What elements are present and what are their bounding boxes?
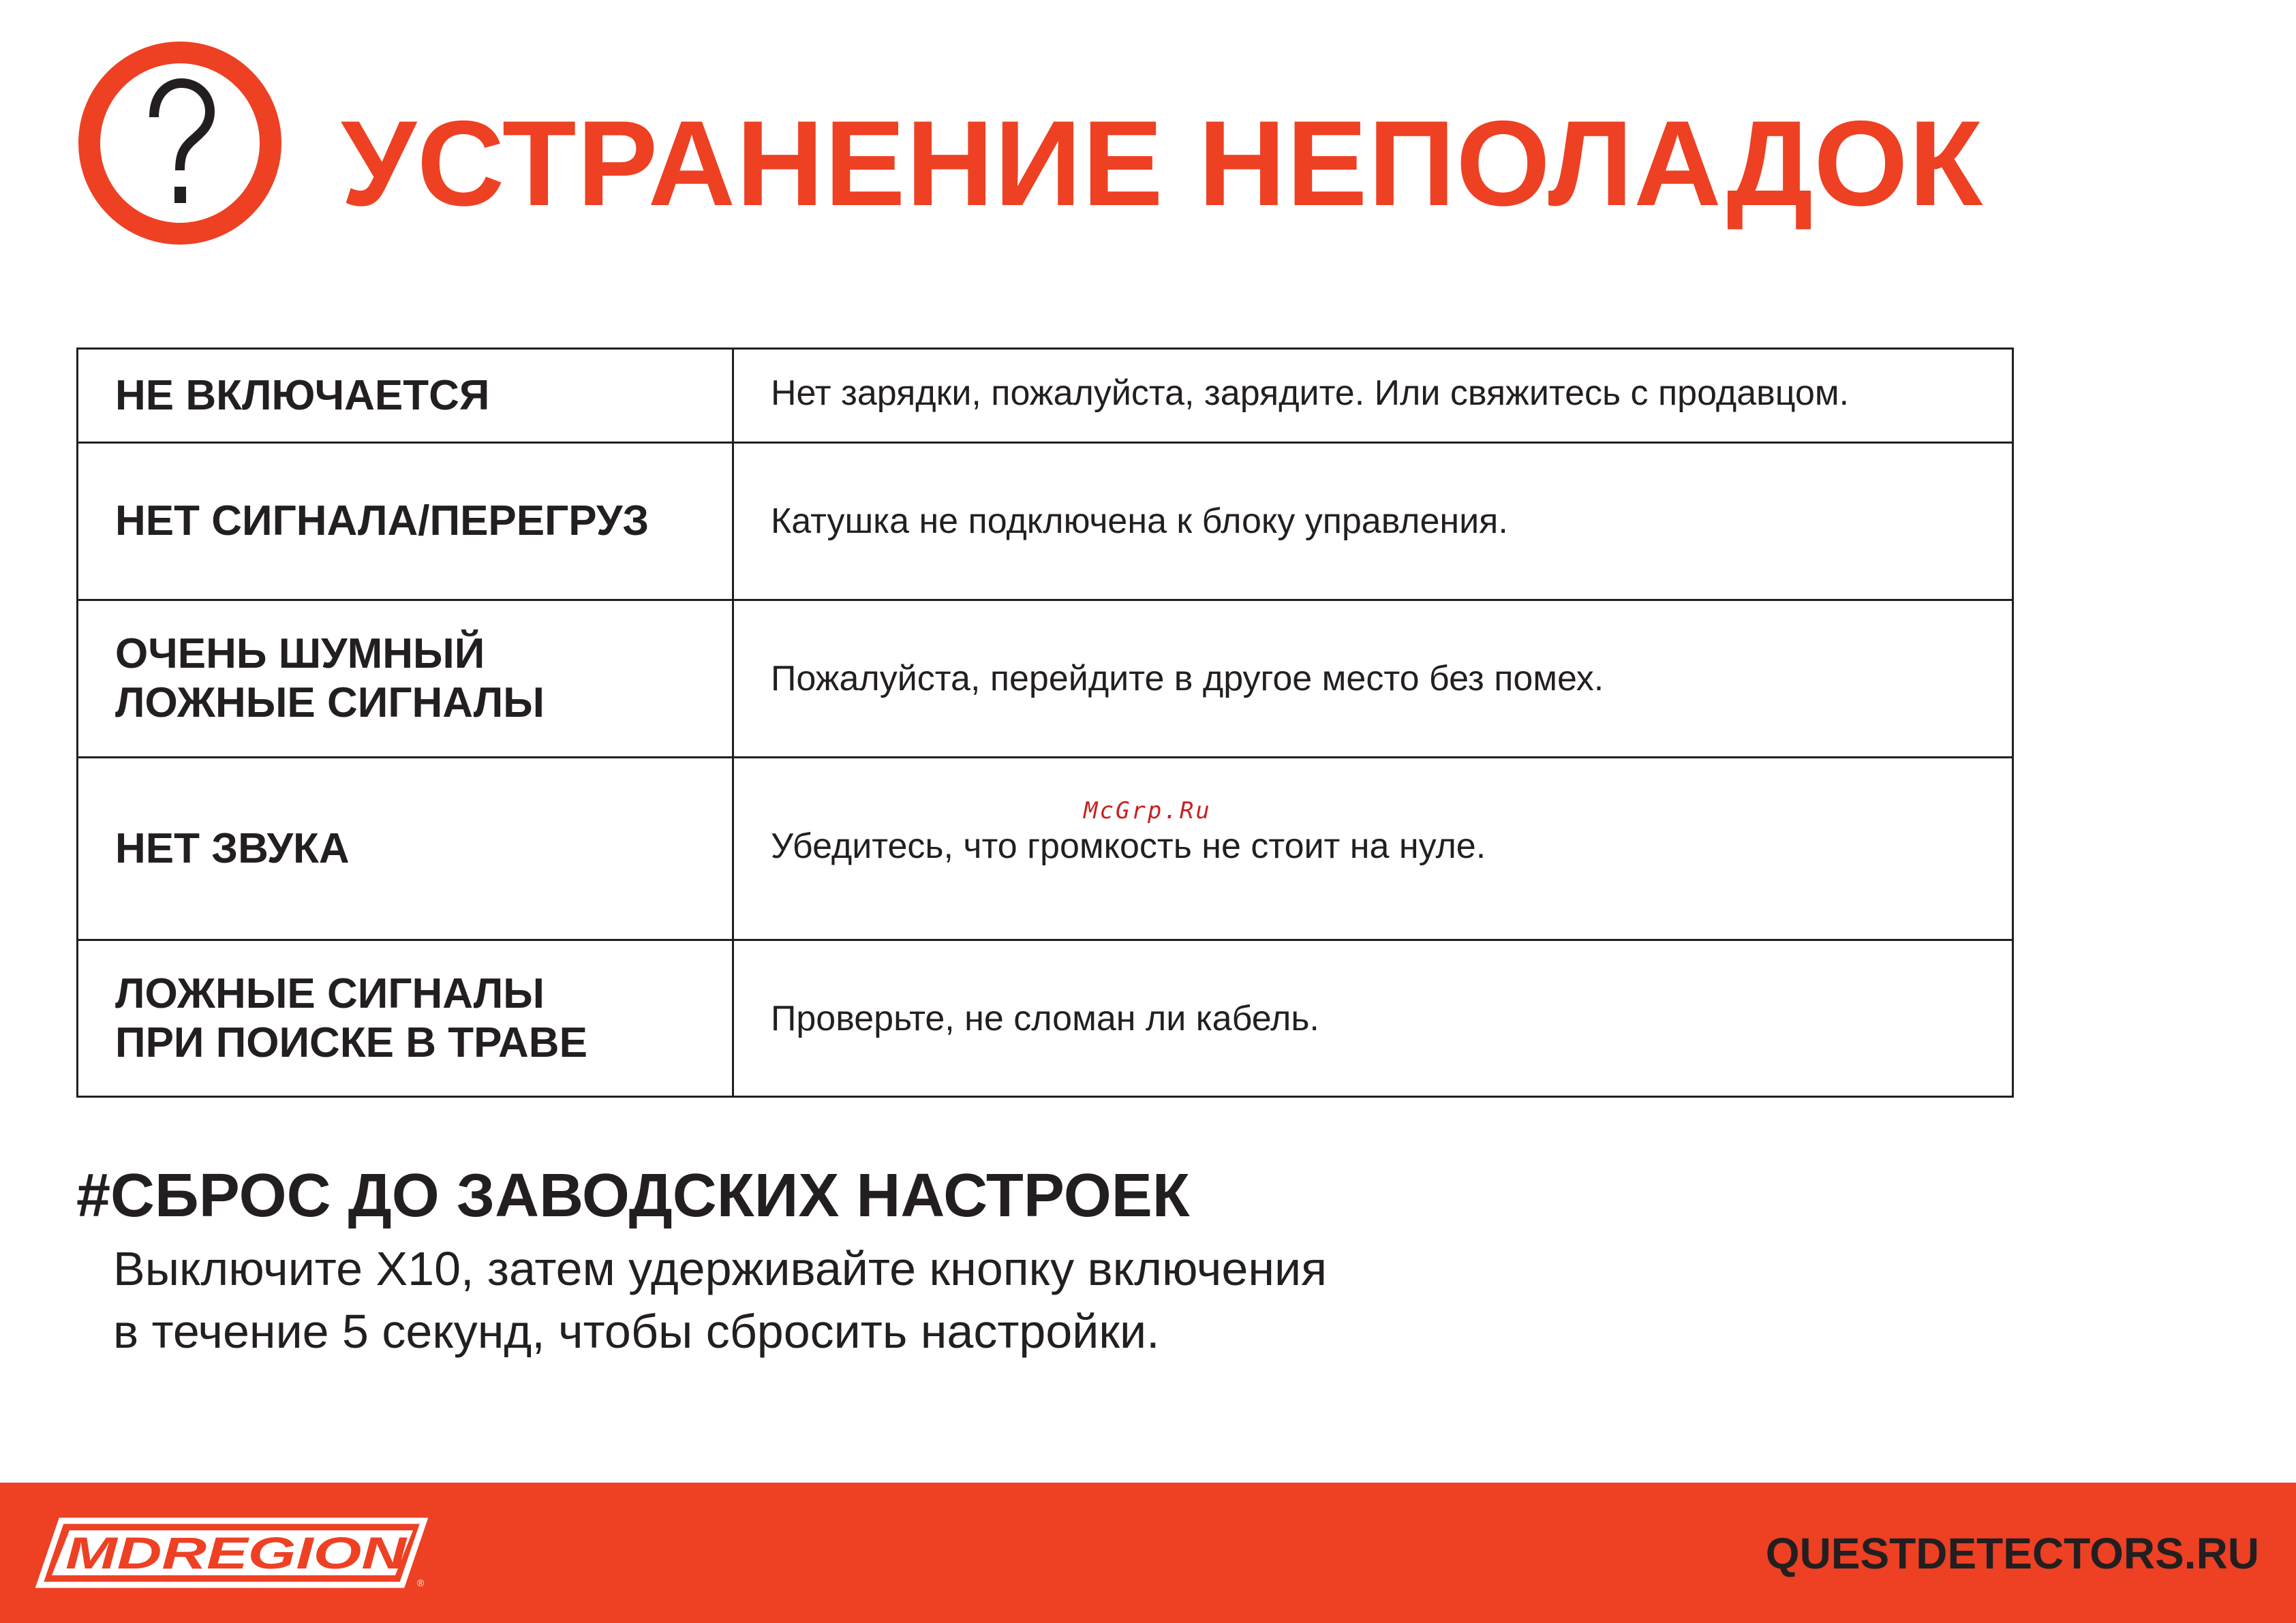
problem-cell	[78, 443, 733, 600]
problem-cell	[78, 600, 733, 758]
solution-text: Пожалуйста, перейдите в другое место без помех.	[771, 659, 1604, 698]
problem-label: ОЧЕНЬ ШУМНЫЙ	[115, 630, 485, 677]
reset-line: Выключите X10, затем удерживайте кнопку включения	[113, 1242, 1328, 1295]
troubleshooting-table	[76, 347, 2014, 1098]
table-row	[78, 940, 2013, 1097]
problem-label: ЛОЖНЫЕ СИГНАЛЫ	[115, 970, 545, 1017]
solution-cell	[733, 758, 2013, 940]
problem-cell	[78, 349, 733, 443]
reset-instructions	[113, 1237, 1327, 1363]
mdregion-logo	[34, 1515, 429, 1590]
problem-label: НЕТ СИГНАЛА/ПЕРЕГРУЗ	[115, 497, 649, 544]
table-row	[78, 349, 2013, 443]
page-title: УСТРАНЕНИЕ НЕПОЛАДОК	[341, 95, 1984, 231]
watermark: McGrp.Ru	[1084, 797, 1212, 824]
reset-section-title: #СБРОС ДО ЗАВОДСКИХ НАСТРОЕК	[76, 1162, 1190, 1230]
table-row	[78, 758, 2013, 940]
table-row	[78, 600, 2013, 758]
problem-cell	[78, 940, 733, 1097]
solution-text: Убедитесь, что громкость не стоит на нуле.	[771, 826, 1486, 866]
solution-text: Нет зарядки, пожалуйста, зарядите. Или свяжитесь с продавцом.	[771, 373, 1850, 413]
logo-text: MDREGION	[65, 1528, 408, 1578]
question-circle-icon	[78, 41, 282, 245]
problem-label: НЕТ ЗВУКА	[115, 824, 350, 872]
problem-label: ПРИ ПОИСКЕ В ТРАВЕ	[115, 1019, 587, 1066]
solution-cell	[733, 349, 2013, 443]
solution-cell	[733, 600, 2013, 758]
svg-text:®: ®	[417, 1577, 425, 1588]
website-link[interactable]: QUESTDETECTORS.RU	[1765, 1529, 2259, 1578]
solution-text: Проверьте, не сломан ли кабель.	[771, 998, 1319, 1038]
solution-cell	[733, 940, 2013, 1097]
problem-label: ЛОЖНЫЕ СИГНАЛЫ	[115, 679, 545, 726]
footer-bar	[0, 1483, 2296, 1623]
problem-cell	[78, 758, 733, 940]
reset-line: в течение 5 секунд, чтобы сбросить настройки.	[113, 1305, 1160, 1358]
solution-text: Катушка не подключена к блоку управления.	[771, 501, 1508, 541]
solution-cell	[733, 443, 2013, 600]
problem-label: НЕ ВКЛЮЧАЕТСЯ	[115, 371, 490, 419]
table-row	[78, 443, 2013, 600]
